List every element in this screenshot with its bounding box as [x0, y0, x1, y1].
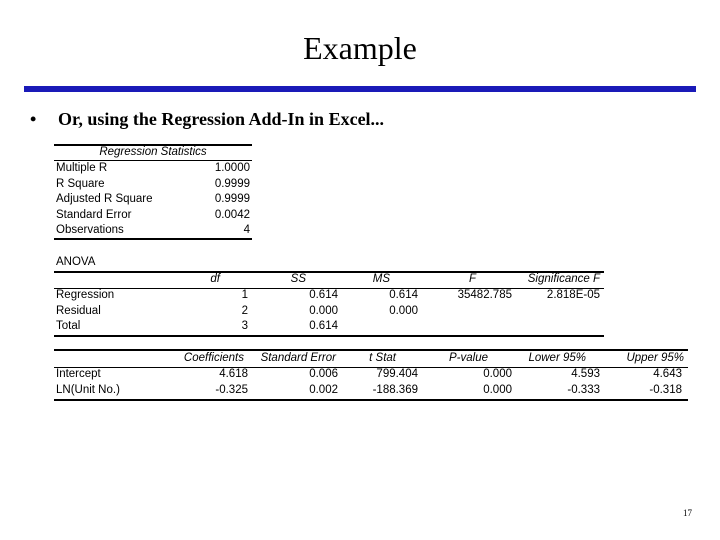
row-label: Observations	[56, 224, 124, 236]
column-header: P-value	[449, 352, 488, 364]
column-header: Standard Error	[260, 352, 336, 364]
table-row	[54, 367, 688, 383]
row-label: Regression	[56, 289, 115, 301]
table-cell: 0.614	[309, 289, 338, 301]
table-cell: 799.404	[376, 368, 418, 380]
row-label: Intercept	[56, 368, 101, 380]
row-label: R Square	[56, 177, 105, 190]
table-cell: -0.325	[215, 383, 248, 396]
column-header: Upper 95%	[626, 352, 684, 364]
row-label: LN(Unit No.)	[56, 383, 120, 396]
row-value: 1.0000	[214, 162, 250, 174]
table-row	[54, 161, 252, 177]
anova-label: ANOVA	[56, 256, 96, 268]
row-label: Residual	[56, 304, 101, 317]
bullet-text: Or, using the Regression Add-In in Excel...	[58, 109, 385, 129]
anova-table	[54, 255, 604, 337]
bullet-item	[30, 108, 384, 130]
table-row	[54, 192, 252, 208]
row-label: Multiple R	[56, 162, 108, 174]
table-cell: 4.643	[653, 368, 682, 380]
table-cell: 1	[241, 289, 248, 301]
table-bottom-border	[54, 335, 604, 337]
table-cell: 2	[241, 304, 248, 317]
table-cell: 0.000	[389, 304, 418, 317]
page-number: 17	[683, 508, 692, 518]
table-cell: 2.818E-05	[546, 289, 600, 301]
coefficients-table	[54, 349, 688, 401]
regression-statistics-table	[54, 144, 252, 240]
table-cell: -188.369	[372, 383, 418, 396]
table-row	[54, 319, 604, 335]
slide-title: Example	[303, 30, 417, 66]
table-header-row	[54, 145, 252, 161]
column-header: Coefficients	[183, 352, 244, 364]
column-header: MS	[372, 273, 390, 285]
regression-statistics-header: Regression Statistics	[99, 146, 207, 158]
table-bottom-border	[54, 238, 252, 240]
anova-label-row	[54, 255, 604, 271]
table-cell: -0.333	[567, 383, 600, 396]
bullet-icon: •	[30, 109, 37, 129]
table-row	[54, 223, 252, 239]
table-row	[54, 177, 252, 193]
column-header: t Stat	[369, 352, 396, 364]
row-value: 0.9999	[214, 177, 250, 190]
table-row	[54, 208, 252, 224]
table-cell: 0.000	[483, 368, 512, 380]
table-cell: 0.614	[309, 320, 338, 332]
table-cell: 0.002	[309, 383, 338, 396]
row-label: Standard Error	[56, 208, 132, 221]
column-header: F	[468, 273, 476, 285]
table-cell: 0.000	[309, 304, 338, 317]
table-cell: 4.618	[219, 368, 248, 380]
table-cell: 3	[241, 320, 248, 332]
row-value: 0.0042	[214, 208, 250, 221]
column-header: Lower 95%	[528, 352, 586, 364]
table-row	[54, 383, 688, 399]
row-label: Adjusted R Square	[56, 193, 153, 205]
table-cell: 0.614	[389, 289, 418, 301]
row-value: 0.9999	[214, 193, 250, 205]
table-row	[54, 288, 604, 304]
column-header: SS	[290, 273, 306, 285]
table-bottom-border	[54, 399, 688, 401]
column-header: df	[210, 273, 220, 285]
column-header: Significance F	[527, 273, 600, 285]
row-label: Total	[56, 320, 81, 332]
table-cell: 0.006	[309, 368, 338, 380]
table-cell: 0.000	[483, 383, 512, 396]
table-row	[54, 304, 604, 320]
row-value: 4	[243, 224, 250, 236]
table-cell: 4.593	[571, 368, 600, 380]
title-divider	[24, 86, 696, 92]
table-header-row	[54, 351, 688, 367]
table-cell: -0.318	[649, 383, 682, 396]
table-header-row	[54, 272, 604, 288]
table-cell: 35482.785	[457, 289, 512, 301]
